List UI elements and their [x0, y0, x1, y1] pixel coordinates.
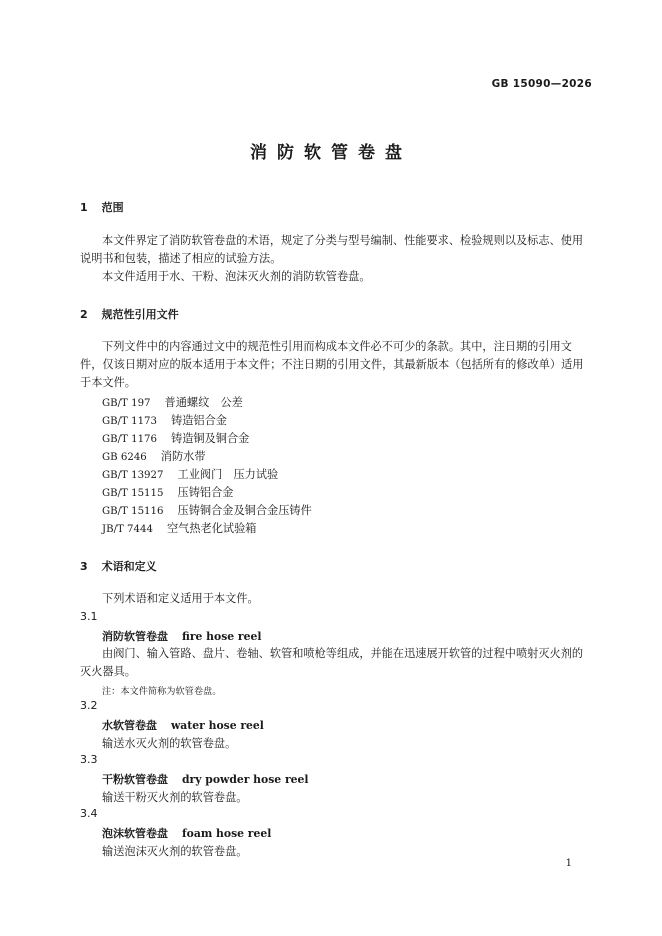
reference-name: 铸造铝合金: [171, 414, 227, 427]
term-en: dry powder hose reel: [182, 773, 309, 786]
term-number: 3.2: [80, 699, 98, 712]
reference-code: GB 6246: [102, 452, 147, 463]
document-title: 消防软管卷盘: [250, 143, 412, 163]
term-heading: [102, 628, 261, 644]
term-definition: 输送干粉灭火剂的软管卷盘。: [102, 791, 248, 804]
term-zh: 消防软管卷盘: [102, 630, 168, 643]
section-title: 术语和定义: [101, 560, 157, 573]
term-definition: 由阀门、输入管路、盘片、卷轴、软管和喷枪等组成，并能在迅速展开软管的过程中喷射灭火剂的灭火器具。: [80, 647, 584, 678]
section-number: 1: [80, 201, 88, 214]
term-definition: 输送水灭火剂的软管卷盘。: [102, 737, 237, 750]
term-en: foam hose reel: [182, 827, 272, 840]
reference-name: 工业阀门 压力试验: [177, 468, 279, 481]
section-heading-scope: [80, 199, 124, 215]
reference-code: GB/T 13927: [102, 470, 164, 481]
term-en: fire hose reel: [182, 630, 262, 643]
reference-item: [102, 412, 227, 428]
term-definition: 输送泡沫灭火剂的软管卷盘。: [102, 845, 248, 858]
standard-number: GB 15090—2026: [491, 78, 592, 90]
term-number: 3.4: [80, 807, 98, 820]
reference-code: GB/T 15115: [102, 488, 164, 499]
reference-item: [102, 430, 249, 446]
section-title: 范围: [101, 201, 124, 214]
reference-name: 空气热老化试验箱: [166, 522, 257, 535]
reference-item: [102, 520, 256, 536]
reference-item: [102, 466, 278, 482]
reference-code: JB/T 7444: [102, 524, 153, 535]
term-heading: [102, 825, 271, 841]
section-number: 2: [80, 308, 88, 321]
reference-code: GB/T 15116: [102, 506, 164, 517]
reference-name: 普通螺纹 公差: [164, 396, 243, 409]
section-title: 规范性引用文件: [101, 308, 179, 321]
terms-intro: 下列术语和定义适用于本文件。: [102, 592, 259, 605]
section-heading-normative: [80, 306, 179, 322]
term-number: 3.3: [80, 753, 98, 766]
reference-item: [102, 394, 243, 410]
term-zh: 水软管卷盘: [102, 719, 157, 732]
page-number: 1: [565, 858, 572, 869]
scope-paragraph-1: 本文件界定了消防软管卷盘的术语，规定了分类与型号编制、性能要求、检验规则以及标志、使用说明书和包装，描述了相应的试验方法。: [80, 234, 584, 265]
section-number: 3: [80, 560, 88, 573]
reference-item: [102, 448, 206, 464]
reference-name: 消防水带: [160, 450, 206, 463]
term-note: 注：本文件简称为软管卷盘。: [102, 686, 222, 697]
term-zh: 泡沫软管卷盘: [102, 827, 168, 840]
term-heading: [102, 771, 308, 787]
section-heading-terms: [80, 558, 157, 574]
reference-code: GB/T 197: [102, 398, 151, 409]
term-number: 3.1: [80, 610, 98, 623]
scope-paragraph-2: 本文件适用于水、干粉、泡沫灭火剂的消防软管卷盘。: [102, 270, 371, 283]
reference-item: [102, 502, 312, 518]
reference-name: 压铸铝合金: [177, 486, 234, 499]
reference-code: GB/T 1173: [102, 416, 158, 427]
reference-name: 铸造铜及铜合金: [171, 432, 250, 445]
reference-name: 压铸铜合金及铜合金压铸件: [177, 504, 312, 517]
reference-code: GB/T 1176: [102, 434, 158, 445]
term-heading: [102, 717, 264, 733]
normative-intro: 下列文件中的内容通过文中的规范性引用而构成本文件必不可少的条款。其中，注日期的引用文件，仅该日期对应的版本适用于本文件；不注日期的引用文件，其最新版本（包括所有的修改单）适用于本文件。: [80, 340, 584, 389]
reference-item: [102, 484, 233, 500]
term-en: water hose reel: [171, 719, 264, 732]
term-zh: 干粉软管卷盘: [102, 773, 168, 786]
